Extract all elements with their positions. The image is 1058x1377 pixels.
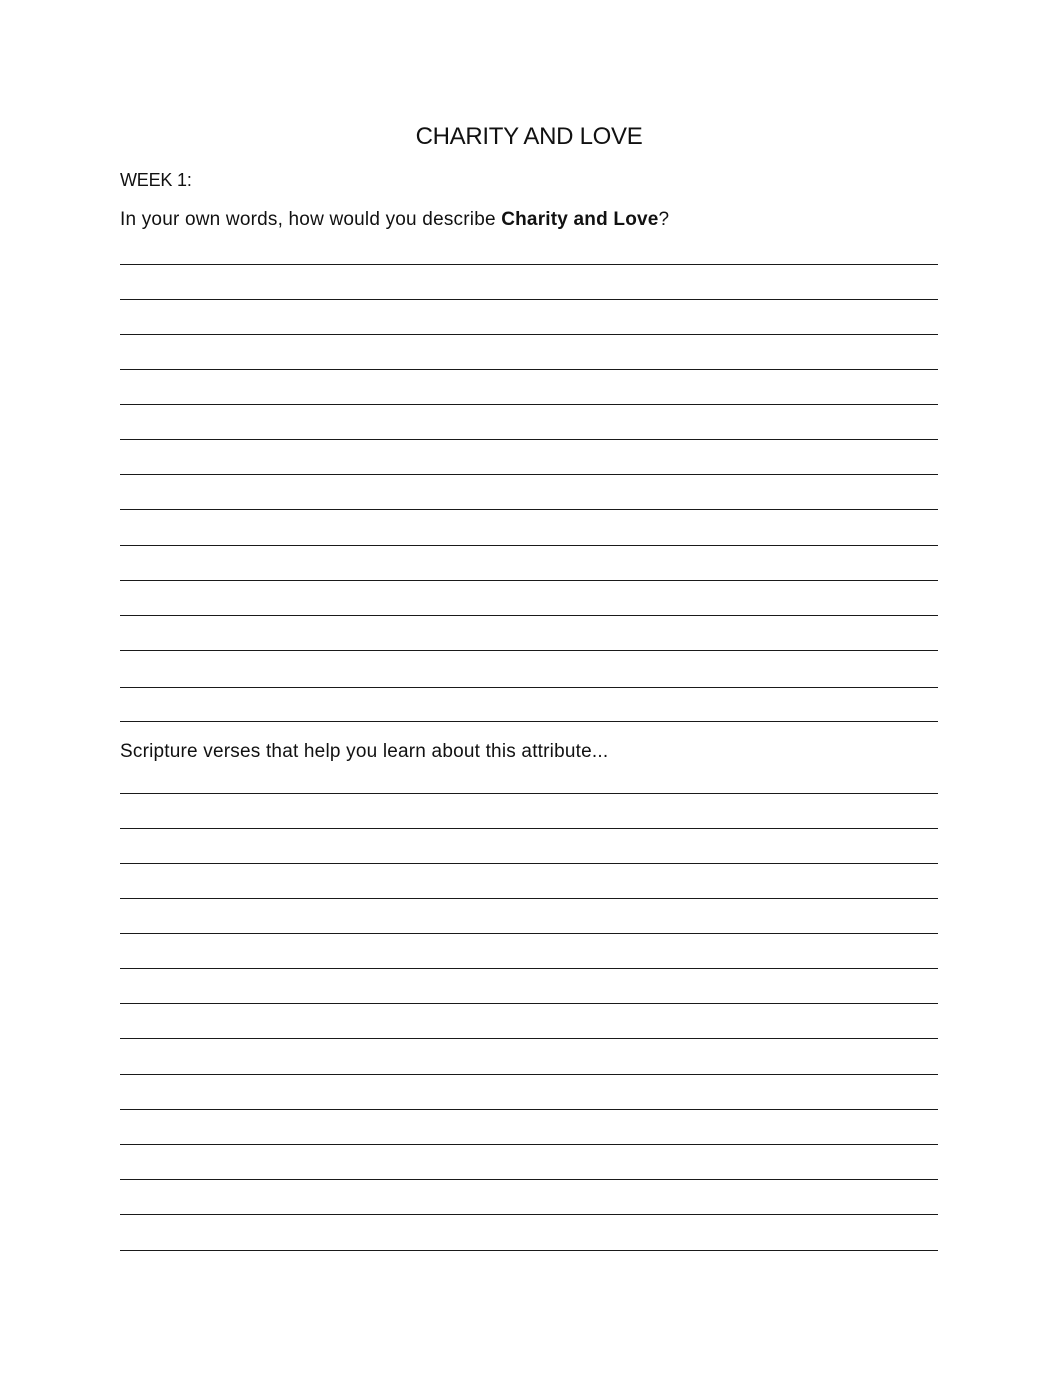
prompt-question-mark: ? [658, 209, 670, 230]
answer-line[interactable] [120, 334, 938, 335]
answer-line[interactable] [120, 1144, 938, 1145]
answer-line[interactable] [120, 1109, 938, 1110]
description-prompt [120, 206, 669, 234]
week-label: WEEK 1: [120, 170, 192, 190]
answer-line[interactable] [120, 369, 938, 370]
answer-line[interactable] [120, 545, 938, 546]
answer-line[interactable] [120, 793, 938, 794]
answer-line[interactable] [120, 474, 938, 475]
answer-line[interactable] [120, 509, 938, 510]
answer-line[interactable] [120, 1214, 938, 1215]
prompt-attribute: Charity and Love [501, 209, 659, 230]
answer-line[interactable] [120, 615, 938, 616]
answer-line[interactable] [120, 1179, 938, 1180]
answer-line[interactable] [120, 1074, 938, 1075]
answer-line[interactable] [120, 404, 938, 405]
answer-line[interactable] [120, 264, 938, 265]
scripture-prompt: Scripture verses that help you learn about this attribute... [120, 741, 609, 762]
answer-line[interactable] [120, 1003, 938, 1004]
answer-line[interactable] [120, 863, 938, 864]
answer-line[interactable] [120, 933, 938, 934]
page-title: CHARITY AND LOVE [415, 123, 643, 150]
answer-line[interactable] [120, 580, 938, 581]
answer-line[interactable] [120, 898, 938, 899]
prompt-text: In your own words, how would you describe [120, 209, 502, 230]
answer-line[interactable] [120, 968, 938, 969]
answer-line[interactable] [120, 299, 938, 300]
answer-line[interactable] [120, 650, 938, 651]
answer-line[interactable] [120, 687, 938, 688]
answer-line[interactable] [120, 439, 938, 440]
answer-line[interactable] [120, 1250, 938, 1251]
answer-line[interactable] [120, 721, 938, 722]
answer-line[interactable] [120, 1038, 938, 1039]
answer-line[interactable] [120, 828, 938, 829]
